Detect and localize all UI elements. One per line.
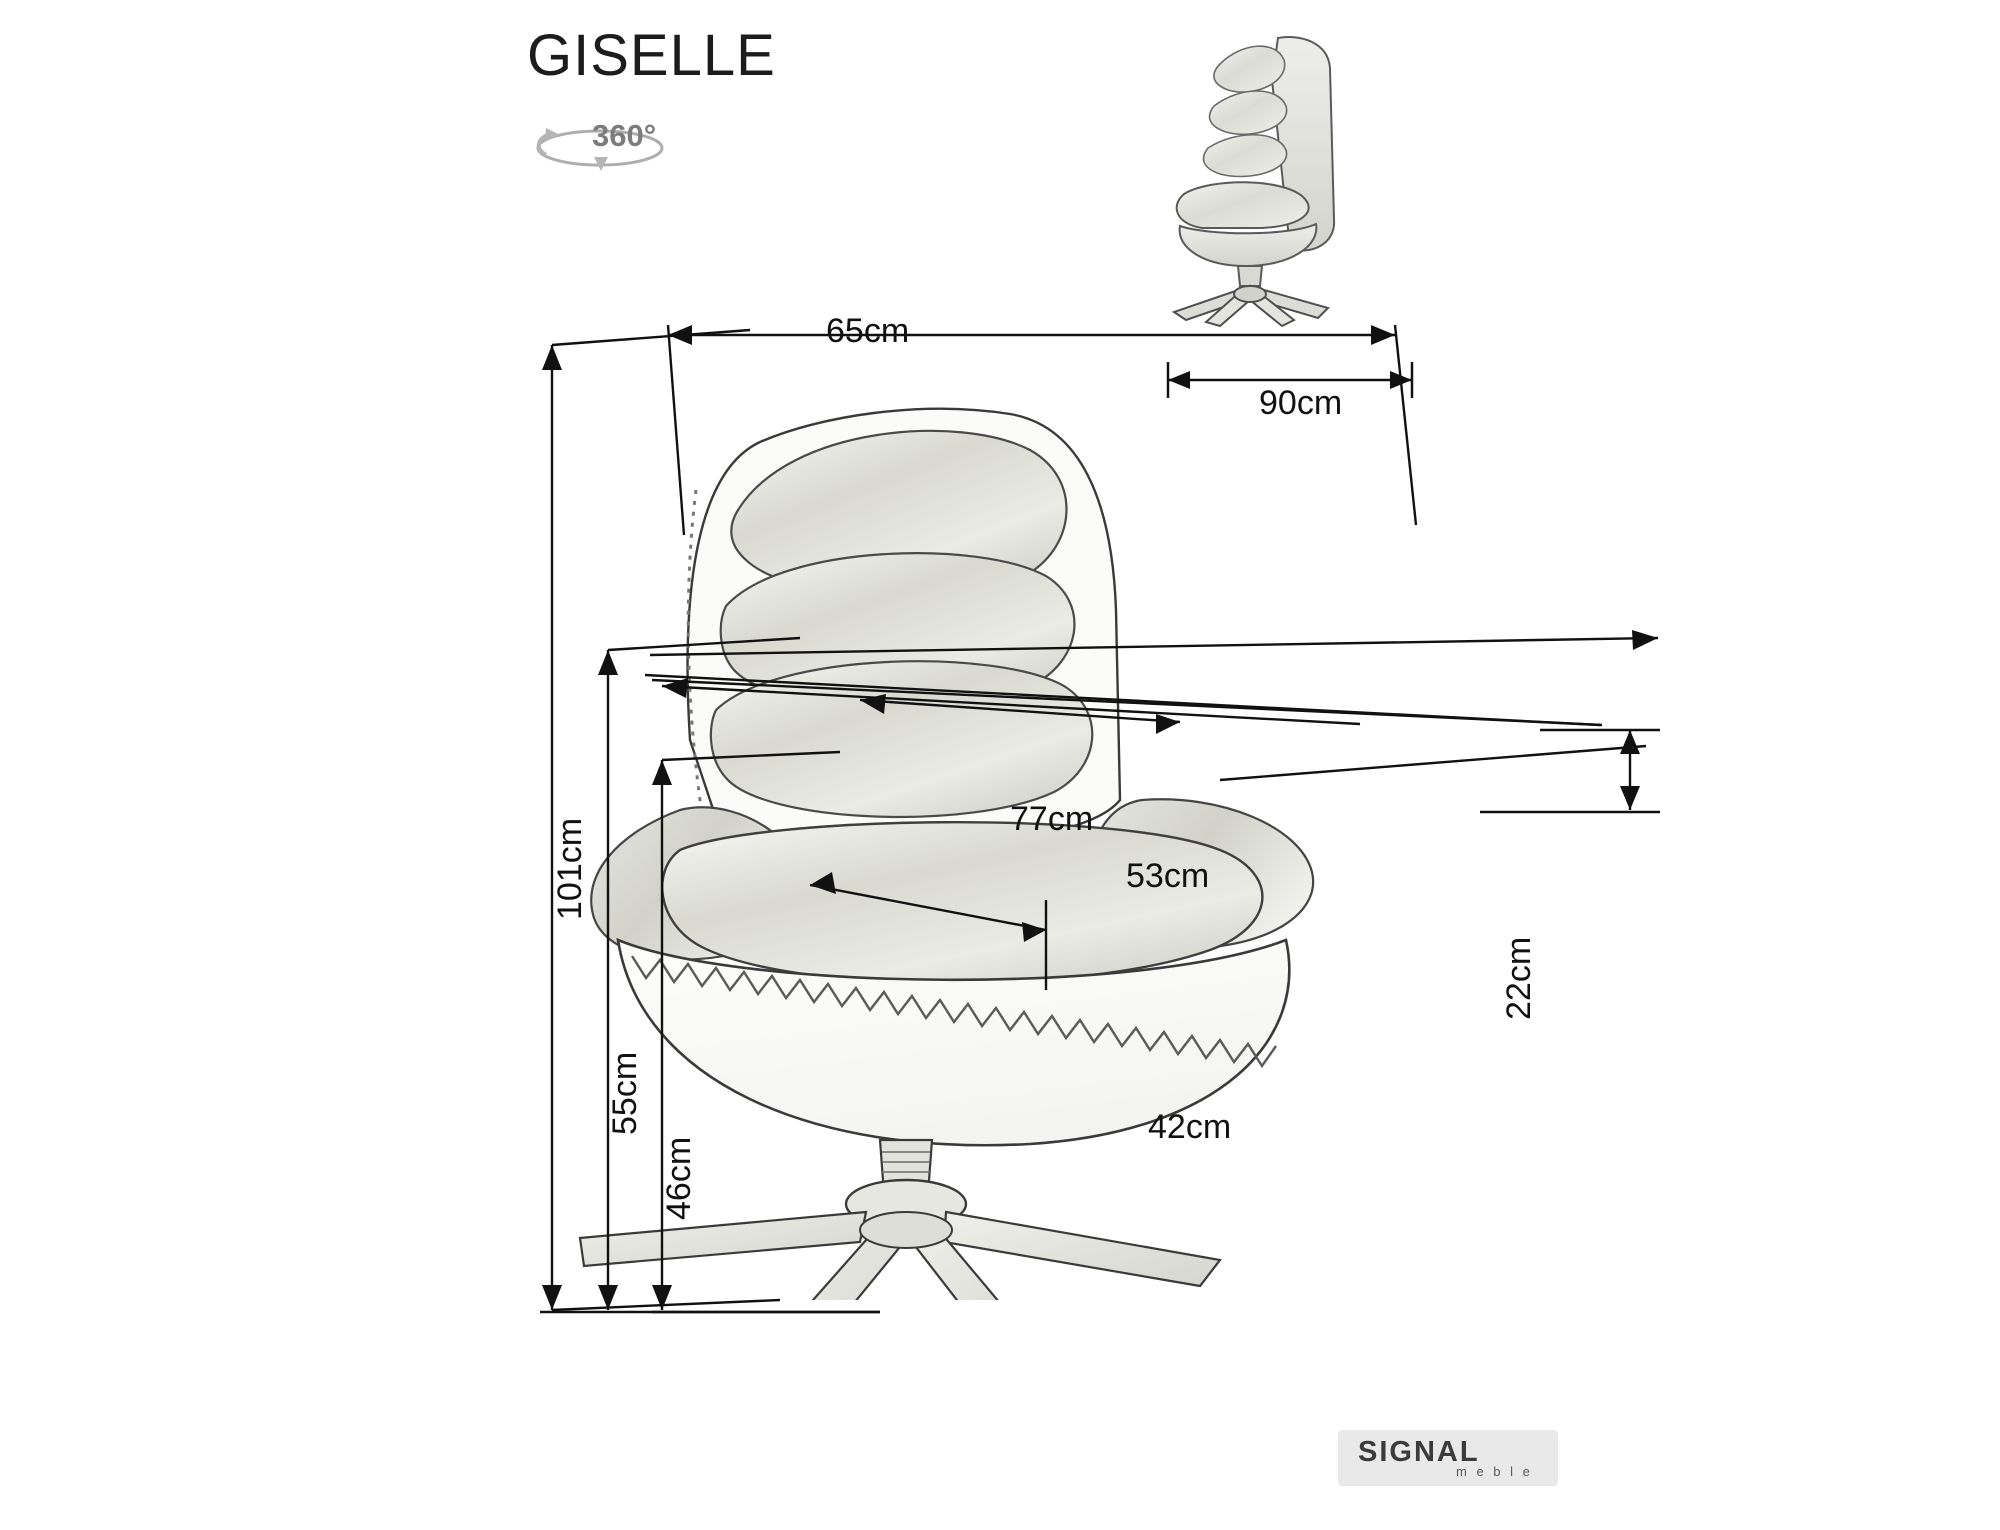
main-dimension-overlay (480, 300, 2000, 1400)
inner-seat-width-dimension-label: 53cm (1126, 857, 1210, 895)
logo-tagline: m e b l e (1456, 1464, 1533, 1479)
base-radius-dimension-label: 42cm (1148, 1108, 1232, 1146)
seat-cushion-height-dimension-label: 22cm (1500, 936, 1538, 1020)
width-dimension-label: 65cm (826, 312, 910, 350)
brand-logo (1338, 1430, 1558, 1486)
seat-height-dimension-label: 46cm (660, 1136, 698, 1220)
swivel-badge-label: 360° (592, 118, 657, 153)
depth-dimension-label: 90cm (1259, 384, 1343, 422)
seat-width-dimension-label: 77cm (1010, 800, 1094, 838)
swivel-360-badge (520, 108, 710, 178)
arm-height-dimension-label: 55cm (606, 1051, 644, 1135)
logo-name: SIGNAL (1358, 1436, 1480, 1468)
armchair-side-view (1150, 20, 1450, 340)
total-height-dimension-label: 101cm (551, 817, 589, 920)
page-title: GISELLE (527, 23, 776, 88)
